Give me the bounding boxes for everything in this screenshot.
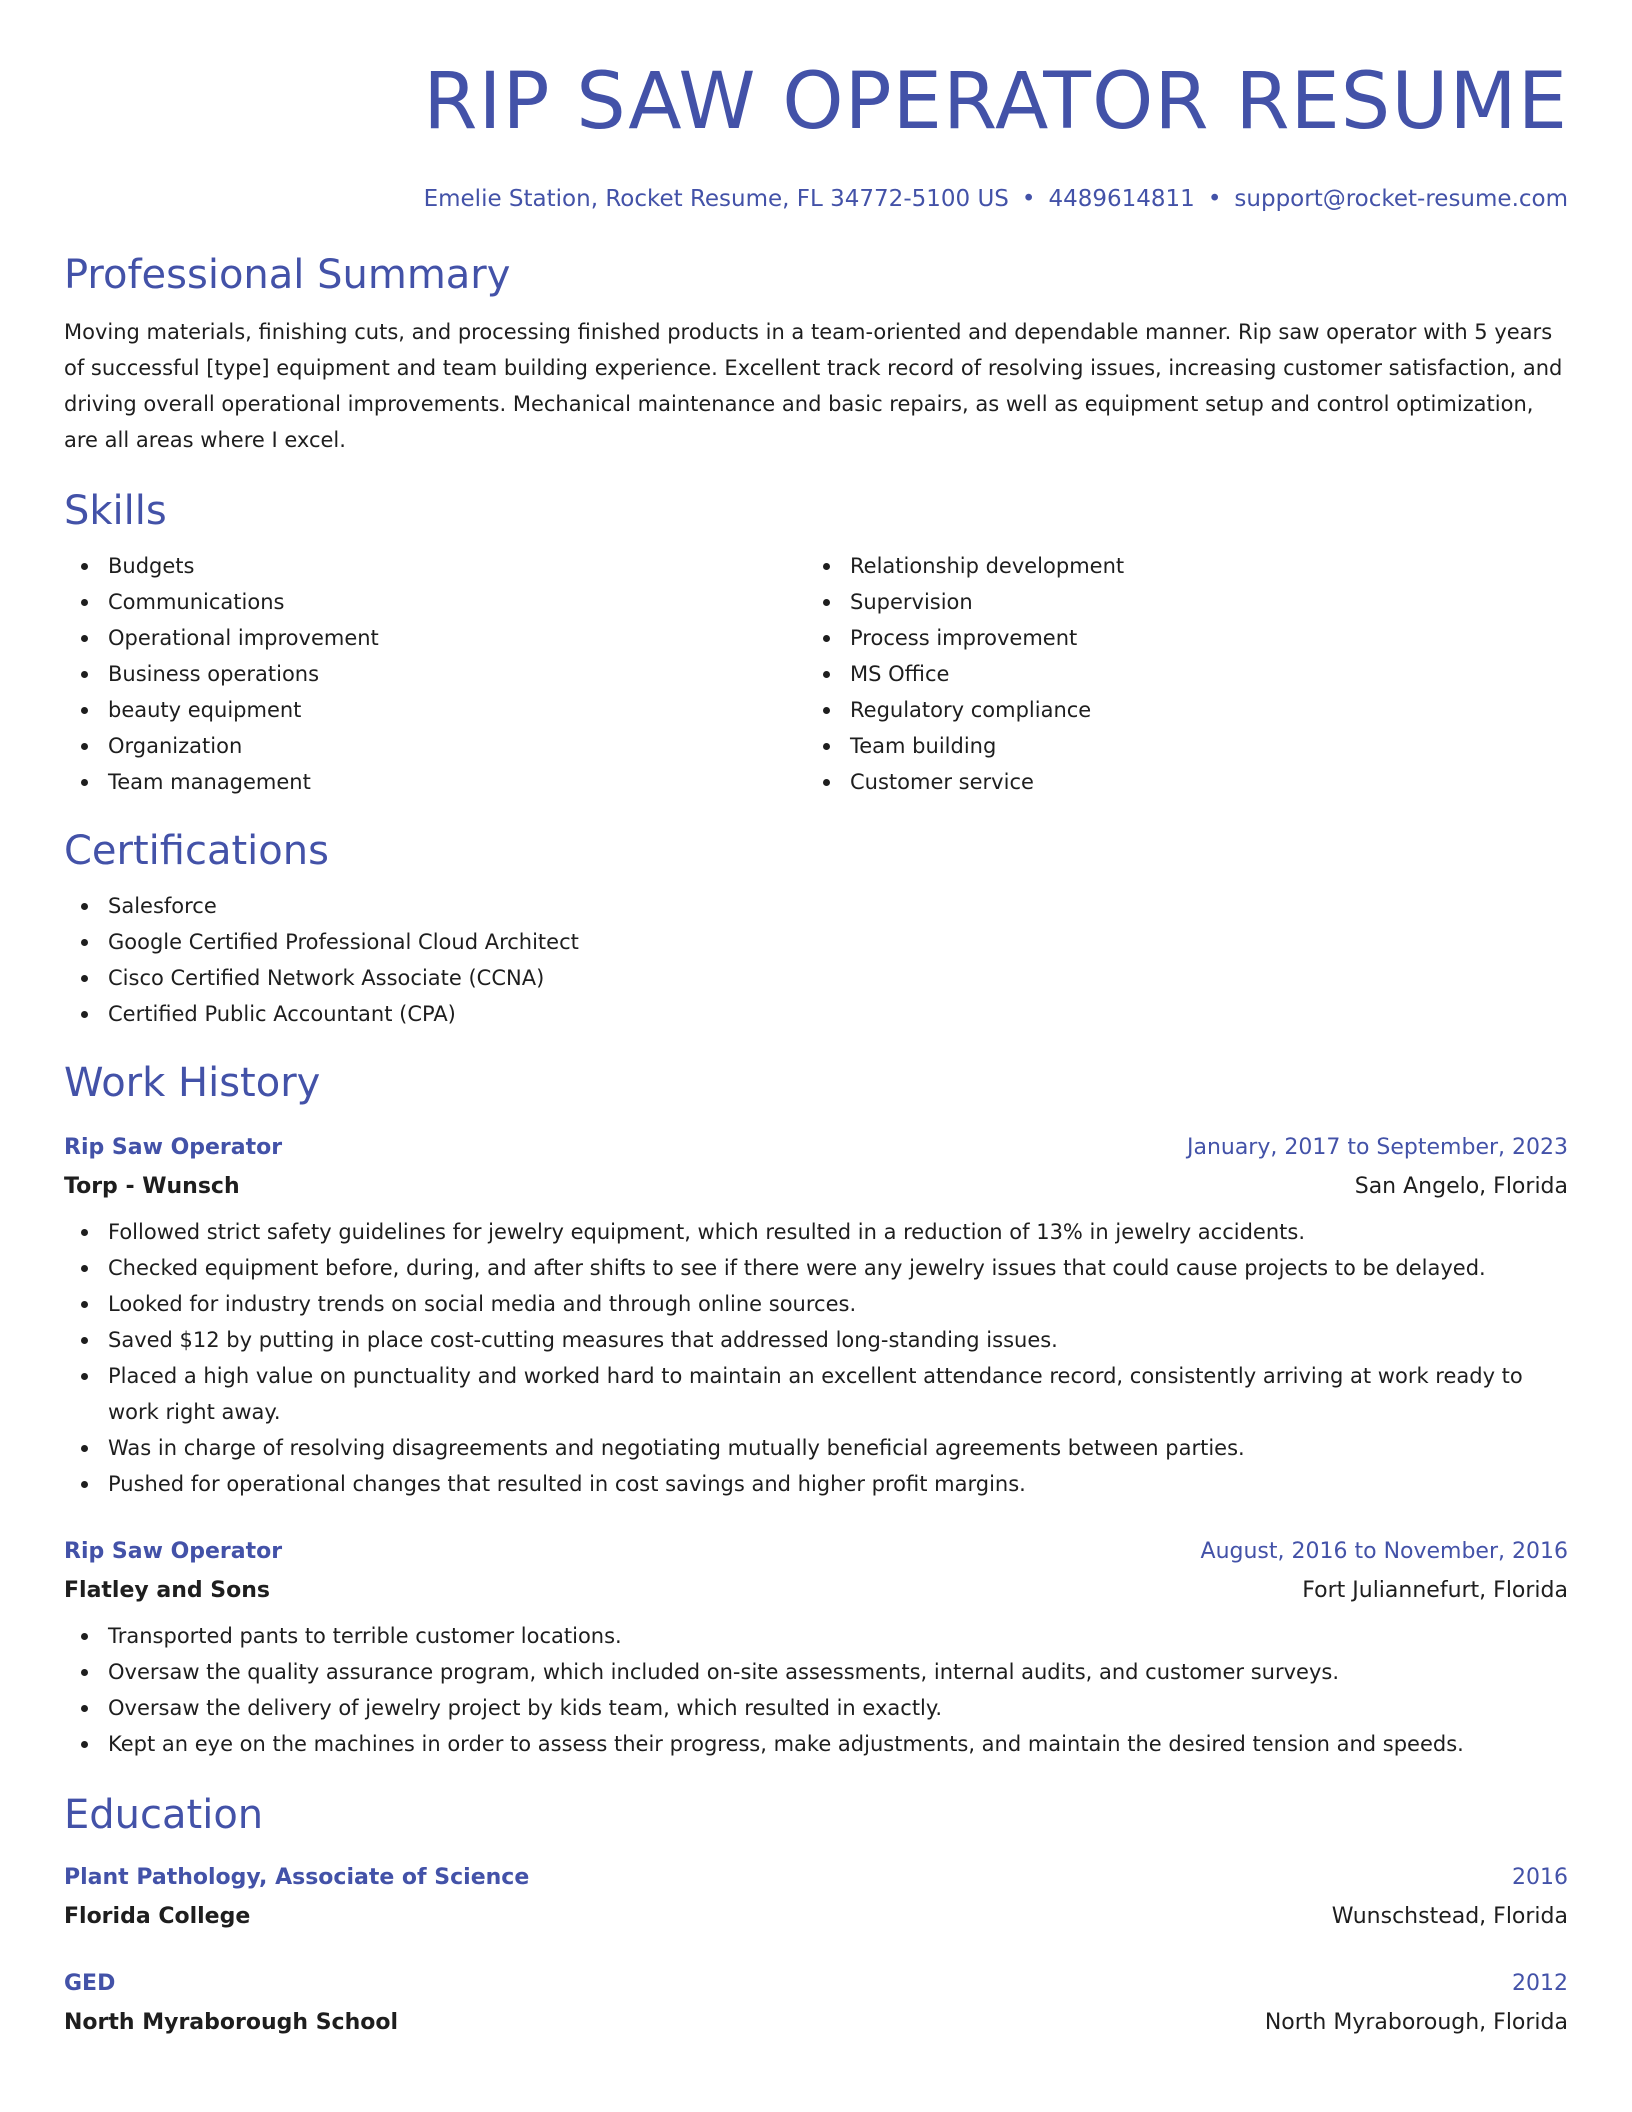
- certification-item: Google Certified Professional Cloud Architect: [108, 924, 1568, 960]
- skills-right-list: [806, 548, 1548, 800]
- education-heading: Education: [64, 1792, 264, 1838]
- duty-item: Was in charge of resolving disagreements and negotiating mutually beneficial agreements between parties.: [108, 1430, 1568, 1466]
- skill-item: Team management: [108, 764, 806, 800]
- skills-heading: Skills: [64, 488, 167, 534]
- education-location: North Myraborough, Florida: [1264, 2010, 1568, 2035]
- duty-item: Transported pants to terrible customer locations.: [108, 1618, 1568, 1654]
- contact-line: [64, 184, 1568, 214]
- duty-item: Oversaw the delivery of jewelry project by kids team, which resulted in exactly.: [108, 1690, 1568, 1726]
- certifications-heading: Certifications: [64, 828, 329, 874]
- certification-item: Cisco Certified Network Associate (CCNA): [108, 960, 1568, 996]
- job-company: Flatley and Sons: [64, 1578, 271, 1603]
- skills-columns: [64, 548, 1568, 800]
- education-year: 2012: [1512, 1971, 1568, 1996]
- skill-item: beauty equipment: [108, 692, 806, 728]
- skill-item: Process improvement: [850, 620, 1548, 656]
- skill-item: Team building: [850, 728, 1548, 764]
- job-location: Fort Juliannefurt, Florida: [1302, 1578, 1568, 1603]
- job-entry: [64, 1128, 1568, 1502]
- education-school-row: [64, 1898, 1568, 1936]
- skill-item: Customer service: [850, 764, 1548, 800]
- education-school: North Myraborough School: [64, 2010, 399, 2035]
- duty-item: Placed a high value on punctuality and worked hard to maintain an excellent attendance record, consistently arriving at work ready to work right away.: [108, 1358, 1568, 1430]
- education-header-row: [64, 1858, 1568, 1898]
- education-year: 2016: [1512, 1865, 1568, 1890]
- job-header-row: [64, 1532, 1568, 1572]
- education-entry: [64, 1964, 1568, 2042]
- skills-left-list: [64, 548, 806, 800]
- bullet-separator: •: [1021, 186, 1036, 212]
- certifications-list: [64, 888, 1568, 1032]
- job-duties-list: [64, 1618, 1568, 1762]
- education-school-row: [64, 2004, 1568, 2042]
- skill-item: Budgets: [108, 548, 806, 584]
- duty-item: Pushed for operational changes that resulted in cost savings and higher profit margins.: [108, 1466, 1568, 1502]
- duty-item: Checked equipment before, during, and after shifts to see if there were any jewelry issues that could cause projects to be delayed.: [108, 1250, 1568, 1286]
- education-location: Wunschstead, Florida: [1331, 1904, 1568, 1929]
- duty-item: Kept an eye on the machines in order to assess their progress, make adjustments, and maintain the desired tension and speeds.: [108, 1726, 1568, 1762]
- certification-item: Salesforce: [108, 888, 1568, 924]
- job-duties-list: [64, 1214, 1568, 1502]
- duty-item: Looked for industry trends on social media and through online sources.: [108, 1286, 1568, 1322]
- education-school: Florida College: [64, 1904, 251, 1929]
- job-company-row: [64, 1168, 1568, 1206]
- bullet-separator: •: [1207, 186, 1222, 212]
- certification-item: Certified Public Accountant (CPA): [108, 996, 1568, 1032]
- summary-text: Moving materials, finishing cuts, and processing finished products in a team-oriented and dependable manner. Rip saw operator with 5 years of successful [type] equipment and team building experience. Excellent track record of resolving issues, increasing customer satisfaction, and driving overall operational improvements. Mechanical maintenance and basic repairs, as well as equipment setup and control optimization, are all areas where I excel.: [64, 320, 1563, 452]
- duty-item: Saved $12 by putting in place cost-cutting measures that addressed long-standing issues.: [108, 1322, 1568, 1358]
- skill-item: Supervision: [850, 584, 1548, 620]
- skill-item: Operational improvement: [108, 620, 806, 656]
- skill-item: MS Office: [850, 656, 1548, 692]
- job-title: Rip Saw Operator: [64, 1539, 283, 1564]
- skill-item: Regulatory compliance: [850, 692, 1548, 728]
- resume-title: RIP SAW OPERATOR RESUME: [423, 57, 1568, 147]
- skill-item: Organization: [108, 728, 806, 764]
- job-entry: [64, 1532, 1568, 1762]
- education-degree: GED: [64, 1971, 116, 1996]
- contact-email: support@rocket-resume.com: [1234, 186, 1568, 212]
- skill-item: Communications: [108, 584, 806, 620]
- job-company-row: [64, 1572, 1568, 1610]
- education-entry: [64, 1858, 1568, 1936]
- job-company: Torp - Wunsch: [64, 1174, 240, 1199]
- education-degree: Plant Pathology, Associate of Science: [64, 1865, 530, 1890]
- education-header-row: [64, 1964, 1568, 2004]
- skill-item: Business operations: [108, 656, 806, 692]
- contact-phone: 4489614811: [1048, 186, 1195, 212]
- summary-heading: Professional Summary: [64, 252, 511, 298]
- duty-item: Oversaw the quality assurance program, which included on-site assessments, internal audits, and customer surveys.: [108, 1654, 1568, 1690]
- contact-address: Emelie Station, Rocket Resume, FL 34772-5100 US: [423, 186, 1009, 212]
- skill-item: Relationship development: [850, 548, 1548, 584]
- job-title: Rip Saw Operator: [64, 1135, 283, 1160]
- job-dates: January, 2017 to September, 2023: [1186, 1135, 1568, 1160]
- job-dates: August, 2016 to November, 2016: [1200, 1539, 1568, 1564]
- work-history-heading: Work History: [64, 1060, 321, 1106]
- duty-item: Followed strict safety guidelines for jewelry equipment, which resulted in a reduction of 13% in jewelry accidents.: [108, 1214, 1568, 1250]
- job-header-row: [64, 1128, 1568, 1168]
- job-location: San Angelo, Florida: [1354, 1174, 1568, 1199]
